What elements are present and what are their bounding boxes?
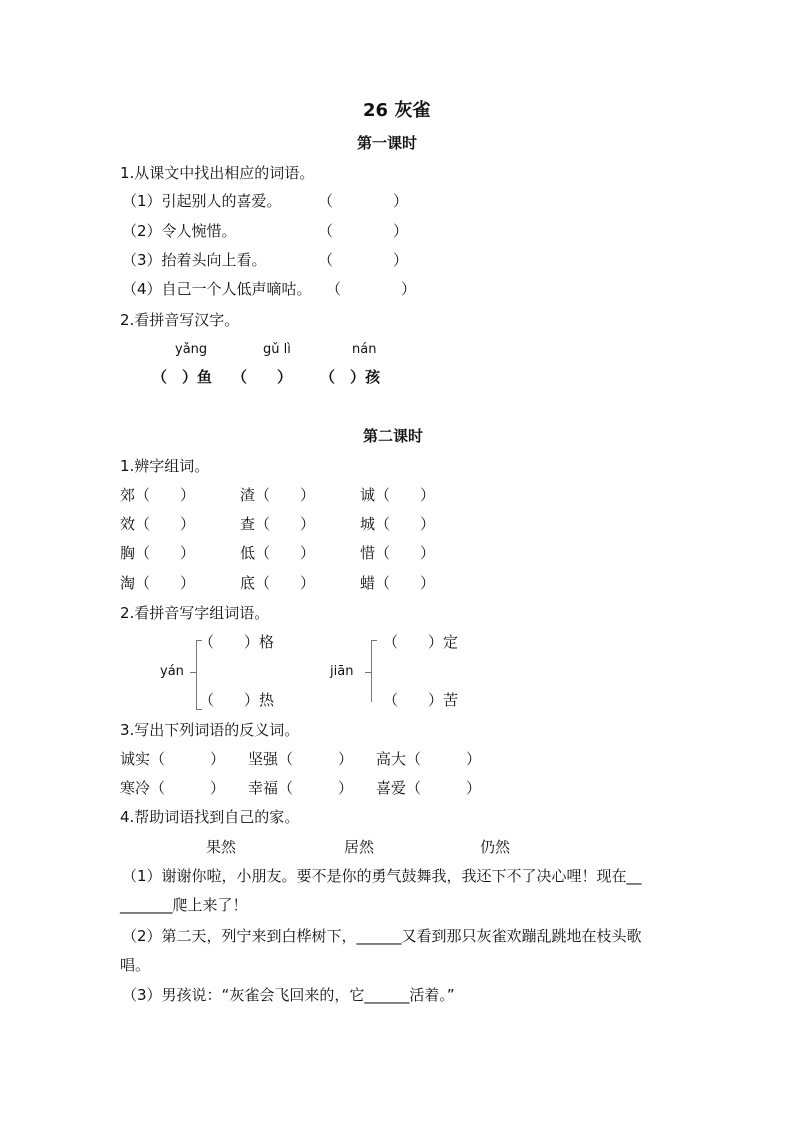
pinyin-3: nán [352, 342, 377, 357]
antonym-blank[interactable]: 幸福（ ） [248, 779, 354, 797]
lesson1-q1-item-4: （4）自己一个人低声嘀咕。 [122, 280, 312, 298]
pinyin-jian: jiān [330, 664, 354, 679]
word-blank[interactable]: （ ）定 [383, 633, 459, 651]
answer-blank[interactable]: （ ） [318, 192, 409, 210]
char-group[interactable]: 低（ ） [240, 544, 316, 562]
lesson2-q1-prompt: 1.辨字组词。 [120, 457, 210, 475]
lesson1-q1-item-3: （3）抬着头向上看。 [122, 251, 267, 269]
brace [196, 640, 197, 710]
char-group[interactable]: 蜡（ ） [360, 574, 436, 592]
brace [365, 672, 371, 673]
word-blank[interactable]: （ ）格 [199, 633, 275, 651]
lesson1-q1-item-1: （1）引起别人的喜爱。 [122, 192, 282, 210]
lesson2-q3-prompt: 3.写出下列词语的反义词。 [120, 721, 300, 739]
page-title: 26 灰雀 [363, 100, 431, 121]
lesson1-q2-prompt: 2.看拼音写汉字。 [120, 311, 240, 329]
answer-blank[interactable]: （ ） [318, 251, 409, 269]
lesson2-heading: 第二课时 [363, 427, 424, 445]
pinyin-answer-3[interactable]: （ ）孩 [320, 368, 381, 386]
brace [190, 672, 196, 673]
lesson1-heading: 第一课时 [357, 134, 418, 152]
pinyin-yan: yán [160, 664, 184, 679]
char-group[interactable]: 淘（ ） [120, 574, 196, 592]
char-group[interactable]: 诚（ ） [360, 486, 436, 504]
char-group[interactable]: 效（ ） [120, 515, 196, 533]
char-group[interactable]: 查（ ） [240, 515, 316, 533]
q4-sentence-1: （1）谢谢你啦，小朋友。要不是你的勇气鼓舞我，我还下不了决心哩！现在__ [122, 867, 642, 885]
pinyin-answer-1[interactable]: （ ）鱼 [152, 368, 213, 386]
lesson1-q1-item-2: （2）令人惋惜。 [122, 222, 237, 240]
char-group[interactable]: 城（ ） [360, 515, 436, 533]
answer-blank[interactable]: （ ） [318, 222, 409, 240]
char-group[interactable]: 渣（ ） [240, 486, 316, 504]
char-group[interactable]: 胸（ ） [120, 544, 196, 562]
brace [371, 640, 377, 641]
pinyin-answer-2[interactable]: （ ） [232, 368, 293, 386]
word-blank[interactable]: （ ）苦 [383, 691, 459, 709]
q4-sentence-2: （2）第二天，列宁来到白桦树下，______又看到那只灰雀欢蹦乱跳地在枝头歌 [122, 927, 642, 945]
char-group[interactable]: 郊（ ） [120, 486, 196, 504]
lesson2-q2-prompt: 2.看拼音写字组词语。 [120, 604, 270, 622]
char-group[interactable]: 底（ ） [240, 574, 316, 592]
word-option: 居然 [344, 838, 375, 856]
antonym-blank[interactable]: 诚实（ ） [120, 750, 226, 768]
brace [371, 640, 372, 702]
q4-sentence-3: （3）男孩说：“灰雀会飞回来的，它______活着。” [122, 986, 455, 1004]
lesson2-q4-prompt: 4.帮助词语找到自己的家。 [120, 808, 300, 826]
antonym-blank[interactable]: 高大（ ） [376, 750, 482, 768]
antonym-blank[interactable]: 喜爱（ ） [376, 779, 482, 797]
answer-blank[interactable]: （ ） [326, 280, 417, 298]
word-option: 仍然 [480, 838, 511, 856]
pinyin-1: yǎng [175, 342, 208, 357]
word-option: 果然 [206, 838, 237, 856]
antonym-blank[interactable]: 坚强（ ） [248, 750, 354, 768]
q4-sentence-1-cont: _______爬上来了！ [120, 896, 248, 914]
pinyin-2: gǔ lì [263, 342, 291, 357]
word-blank[interactable]: （ ）热 [199, 691, 275, 709]
char-group[interactable]: 惜（ ） [360, 544, 436, 562]
antonym-blank[interactable]: 寒冷（ ） [120, 779, 226, 797]
q4-sentence-2-cont: 唱。 [120, 956, 151, 974]
lesson1-q1-prompt: 1.从课文中找出相应的词语。 [120, 164, 315, 182]
